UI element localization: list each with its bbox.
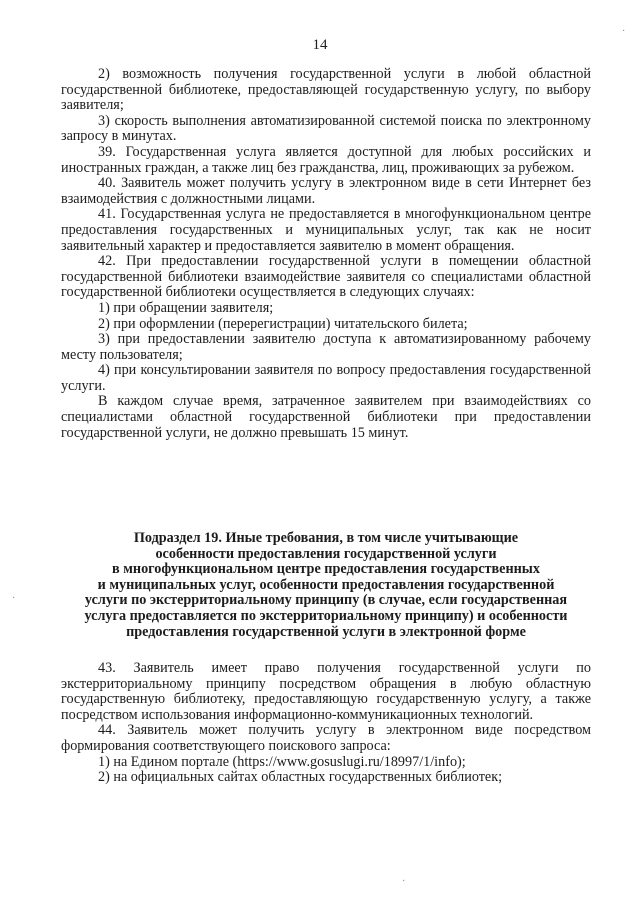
heading-line: Подраздел 19. Иные требования, в том числе учитывающие [133, 530, 519, 546]
paragraph: 41. Государственная услуга не предоставляется в многофункциональном центре предоставления государственных и муниципальных услуг, так как не носит заявительный характер и предоставляется заявителю в момент обращения. [61, 206, 591, 254]
paragraph: 44. Заявитель может получить услугу в электронном виде посредством формирования соответствующего поискового запроса: [61, 722, 591, 754]
scan-mark: · [622, 26, 626, 37]
paragraph: 43. Заявитель имеет право получения государственной услуги по экстерриториальному принципу посредством обращения в любую областную государственную библиотеку, предоставляющую государственную услугу, а также посредством использования информационно-коммуникационных технологий. [61, 660, 591, 723]
list-item: 3) скорость выполнения автоматизированной системой поиска по электронному запросу в минутах. [61, 112, 591, 145]
list-item: 1) при обращении заявителя; [98, 299, 274, 316]
heading-line: предоставления государственной услуги в электронной форме [126, 623, 526, 640]
list-item: 2) при оформлении (перерегистрации) читательского билета; [98, 315, 468, 332]
heading-line: особенности предоставления государственной услуги [155, 545, 497, 562]
heading-line: услуга предоставляется по экстерриториальному принципу) и особенности [84, 607, 568, 624]
heading-line: в многофункциональном центре предоставления государственных [112, 561, 540, 578]
scan-mark: · [402, 876, 406, 887]
list-item: 2) на официальных сайтах областных государственных библиотек; [98, 769, 503, 786]
paragraph: В каждом случае время, затраченное заявителем при взаимодействиях со специалистами областной государственной библиотеки при предоставлении государственной услуги, не должно превышать 15 минут. [61, 393, 591, 441]
list-item: 1) на Едином портале (https://www.gosuslugi.ru/18997/1/info); [98, 753, 466, 770]
section-heading [40, 531, 612, 640]
list-item: 2) возможность получения государственной услуги в любой областной государственной библиотеке, предоставляющей государственную услугу, по выбору заявителя; [61, 66, 591, 114]
scan-mark: · [12, 593, 16, 604]
paragraph: 40. Заявитель может получить услугу в электронном виде в сети Интернет без взаимодействия с должностными лицами. [61, 175, 591, 207]
list-item: 4) при консультировании заявителя по вопросу предоставления государственной услуги. [61, 362, 591, 394]
heading-line: и муниципальных услуг, особенности предоставления государственной [97, 576, 555, 593]
heading-line: услуги по экстерриториальному принципу (в случае, если государственная [84, 592, 568, 609]
paragraph: 42. При предоставлении государственной услуги в помещении областной государственной библиотеки взаимодействие заявителя со специалистами областной государственной библиотеки осуществляется в следующих случаях: [61, 253, 591, 301]
list-item: 3) при предоставлении заявителю доступа к автоматизированному рабочему месту пользователя; [61, 331, 591, 363]
body-text-bottom [61, 661, 591, 786]
body-text-top [61, 67, 591, 441]
paragraph: 39. Государственная услуга является доступной для любых российских и иностранных граждан, а также лиц без гражданства, лиц, проживающих за рубежом. [61, 143, 591, 176]
page-number: 14 [312, 37, 328, 53]
